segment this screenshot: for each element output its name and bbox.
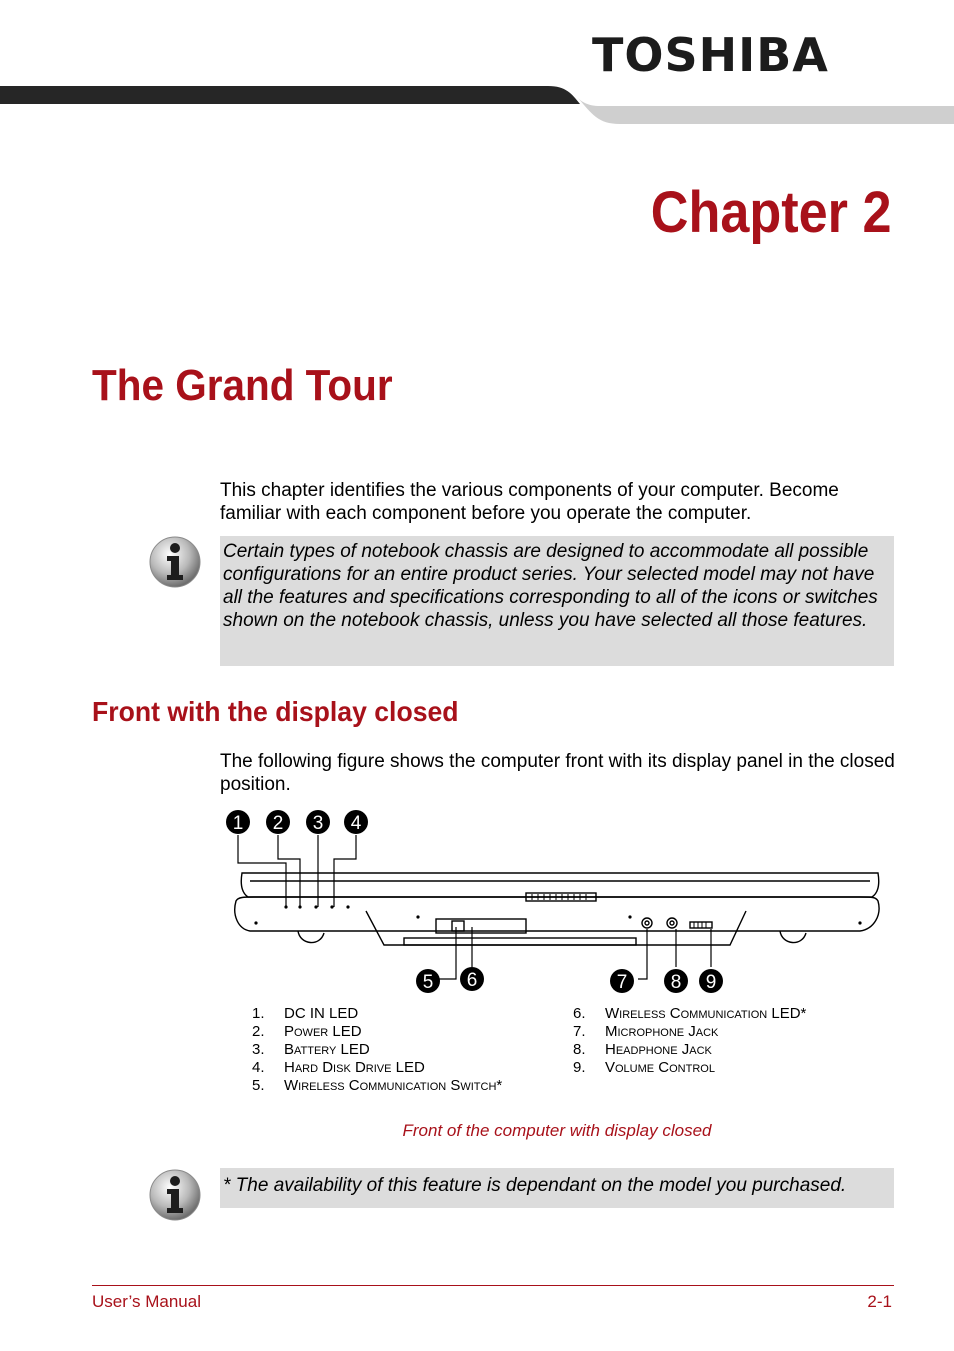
callout-6 — [460, 967, 484, 991]
subsection-paragraph: The following figure shows the computer front with its display panel in the closed position. — [220, 751, 895, 795]
svg-text:6: 6 — [466, 970, 478, 991]
callout-1 — [226, 810, 250, 834]
legend-left — [252, 1005, 562, 1095]
info-icon — [148, 1168, 202, 1222]
callout-2 — [266, 810, 290, 834]
subsection-title: Front with the display closed — [92, 696, 459, 727]
header-band — [0, 84, 954, 126]
legend-item: 5. Wireless Communication Switch* — [252, 1077, 503, 1094]
svg-text:8: 8 — [670, 972, 682, 993]
chapter-title: Chapter 2 — [651, 180, 892, 245]
intro-paragraph: This chapter identifies the various components of your computer. Become familiar with each component before you operate the computer. — [220, 480, 839, 524]
callout-5 — [416, 969, 440, 993]
legend-item: 3. Battery LED — [252, 1041, 370, 1058]
figure-caption: Front of the computer with display closed — [402, 1121, 712, 1140]
callout-3 — [306, 810, 330, 834]
footer-manual-label: User’s Manual — [92, 1292, 201, 1311]
info-icon — [148, 535, 202, 589]
svg-text:4: 4 — [350, 813, 362, 834]
legend-item: 8. Headphone Jack — [573, 1041, 712, 1058]
page-number: 2-1 — [867, 1292, 892, 1311]
svg-text:9: 9 — [705, 972, 717, 993]
svg-text:3: 3 — [312, 813, 324, 834]
footer-rule — [92, 1285, 894, 1286]
callout-9 — [699, 969, 723, 993]
note-box-chassis: Certain types of notebook chassis are designed to accommodate all possible configurations for an entire product series. Your selected model may not have all the features and specifications corresponding to all of the icons or switches shown on the notebook chassis, unless you have selected all those features. — [220, 536, 894, 666]
laptop-front-figure — [220, 805, 894, 1000]
section-title: The Grand Tour — [92, 361, 393, 410]
svg-text:2: 2 — [272, 813, 284, 834]
legend-item: 6. Wireless Communication LED* — [573, 1005, 807, 1022]
callout-7 — [610, 969, 634, 993]
toshiba-logo: TOSHIBA — [592, 28, 829, 82]
callout-8 — [664, 969, 688, 993]
svg-text:7: 7 — [616, 972, 628, 993]
callout-4 — [344, 810, 368, 834]
legend-item: 7. Microphone Jack — [573, 1023, 719, 1040]
legend-right — [573, 1005, 893, 1077]
note-box-availability: * The availability of this feature is dependant on the model you purchased. — [220, 1168, 894, 1208]
legend-item: 9. Volume Control — [573, 1059, 715, 1076]
svg-text:1: 1 — [232, 813, 244, 834]
legend-item: 4. Hard Disk Drive LED — [252, 1059, 425, 1076]
svg-text:5: 5 — [422, 972, 434, 993]
legend-item: 1. DC IN LED — [252, 1005, 359, 1022]
legend-item: 2. Power LED — [252, 1023, 362, 1040]
